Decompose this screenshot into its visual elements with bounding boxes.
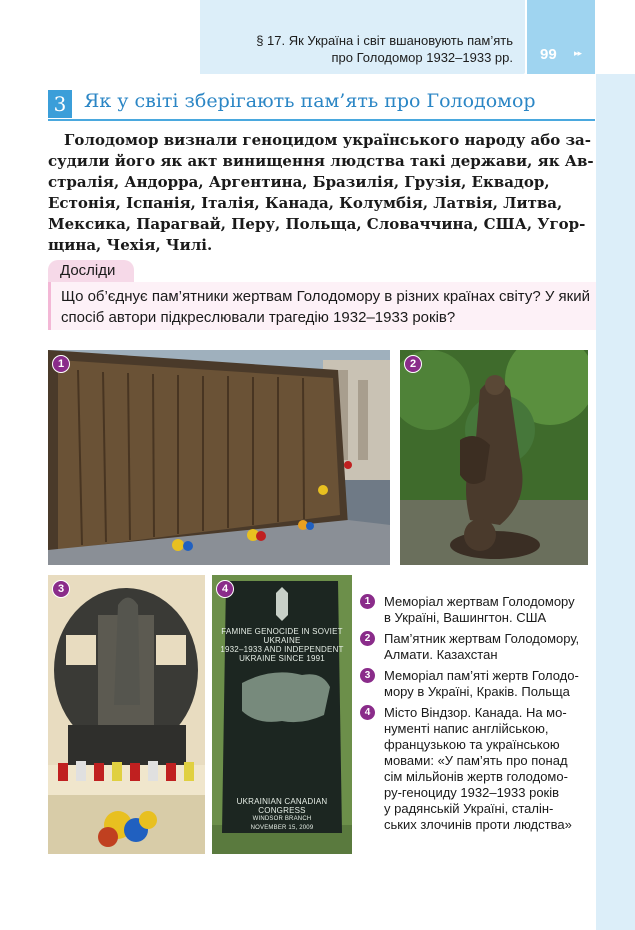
- paragraph-line: судили його як акт винищення людства такі держави, як Ав-: [48, 152, 594, 170]
- section-title: Як у світі зберігають пам’ять про Голодомор: [84, 90, 536, 112]
- paragraph-line: Естонія, Іспанія, Італія, Канада, Колумбія, Латвія, Литва,: [48, 194, 563, 212]
- plaque-footer-line: NOVEMBER 15, 2009: [250, 825, 314, 831]
- caption-line: ру-геноциду 1932–1933 років: [384, 785, 560, 800]
- caption-2: [360, 631, 590, 663]
- page-tab: [527, 0, 595, 74]
- next-page-arrows-icon: ▸▸: [574, 48, 582, 58]
- caption-line: Алмати. Казахстан: [384, 647, 498, 662]
- caption-line: Місто Віндзор. Канада. На мо-: [384, 705, 567, 720]
- plaque-heading: [212, 627, 352, 663]
- investigate-question: [61, 286, 590, 328]
- caption-line: ських злочинів проти людства»: [384, 817, 572, 832]
- caption-badge: 2: [360, 631, 375, 646]
- plaque-heading-line: UKRAINE SINCE 1991: [239, 654, 325, 663]
- investigate-label: Досліди: [60, 262, 116, 279]
- plaque-heading-line: FAMINE GENOCIDE IN SOVIET UKRAINE: [221, 627, 343, 645]
- plaque-heading-line: 1932–1933 AND INDEPENDENT: [220, 645, 344, 654]
- photo-captions: [360, 594, 590, 838]
- running-title-line2: про Голодомор 1932–1933 рр.: [331, 50, 513, 65]
- plaque-footer: [212, 797, 352, 833]
- plaque-footer-line: UKRAINIAN CANADIAN CONGRESS: [236, 797, 328, 815]
- section-rule: [48, 119, 595, 121]
- photo-almaty-monument: [400, 350, 588, 565]
- question-line: Що об’єднує пам’ятники жертвам Голодомору в різних країнах світу? У який: [61, 288, 590, 305]
- photo-badge-3: 3: [52, 580, 70, 598]
- photo-badge-2: 2: [404, 355, 422, 373]
- right-margin-strip: [596, 74, 635, 930]
- running-title-line1: § 17. Як Україна і світ вшановують пам’ять: [256, 33, 513, 48]
- caption-4: [360, 705, 590, 833]
- photo-krakow-memorial: [48, 575, 205, 854]
- paragraph-line: Голодомор визнали геноцидом українського народу або за-: [64, 131, 591, 149]
- photo-washington-memorial: [48, 350, 390, 565]
- photo-badge-4: 4: [216, 580, 234, 598]
- caption-3: [360, 668, 590, 700]
- photo-badge-1: 1: [52, 355, 70, 373]
- header-left-blank: [0, 0, 200, 74]
- paragraph-line: стралія, Андорра, Аргентина, Бразилія, Грузія, Еквадор,: [48, 173, 550, 191]
- caption-line: у радянській Україні, сталін-: [384, 801, 554, 816]
- header-band: [200, 0, 525, 74]
- caption-badge: 3: [360, 668, 375, 683]
- caption-line: мору в Україні, Краків. Польща: [384, 684, 570, 699]
- caption-line: мовами: «У пам’ять про понад: [384, 753, 568, 768]
- paragraph-line: Мексика, Парагвай, Перу, Польща, Словаччина, США, Угор-: [48, 215, 586, 233]
- caption-badge: 4: [360, 705, 375, 720]
- caption-line: французькою та українською: [384, 737, 560, 752]
- section-number: 3: [48, 90, 72, 118]
- caption-line: Меморіал жертвам Голодомору: [384, 594, 575, 609]
- body-paragraph: [48, 130, 594, 256]
- caption-line: в Україні, Вашингтон. США: [384, 610, 547, 625]
- question-line: спосіб автори підкреслювали трагедію 1932–1933 років?: [61, 309, 456, 326]
- plaque-footer-line: WINDSOR BRANCH: [252, 816, 312, 822]
- caption-line: нументі напис англійською,: [384, 721, 549, 736]
- caption-1: [360, 594, 590, 626]
- caption-line: Пам’ятник жертвам Голодомору,: [384, 631, 580, 646]
- paragraph-line: щина, Чехія, Чилі.: [48, 236, 213, 254]
- caption-line: сім мільйонів жертв голодомо-: [384, 769, 568, 784]
- caption-line: Меморіал пам’яті жертв Голодо-: [384, 668, 579, 683]
- caption-badge: 1: [360, 594, 375, 609]
- photo-windsor-monument: [212, 575, 352, 854]
- investigate-stripe: [48, 282, 51, 330]
- page-number: 99: [540, 46, 557, 63]
